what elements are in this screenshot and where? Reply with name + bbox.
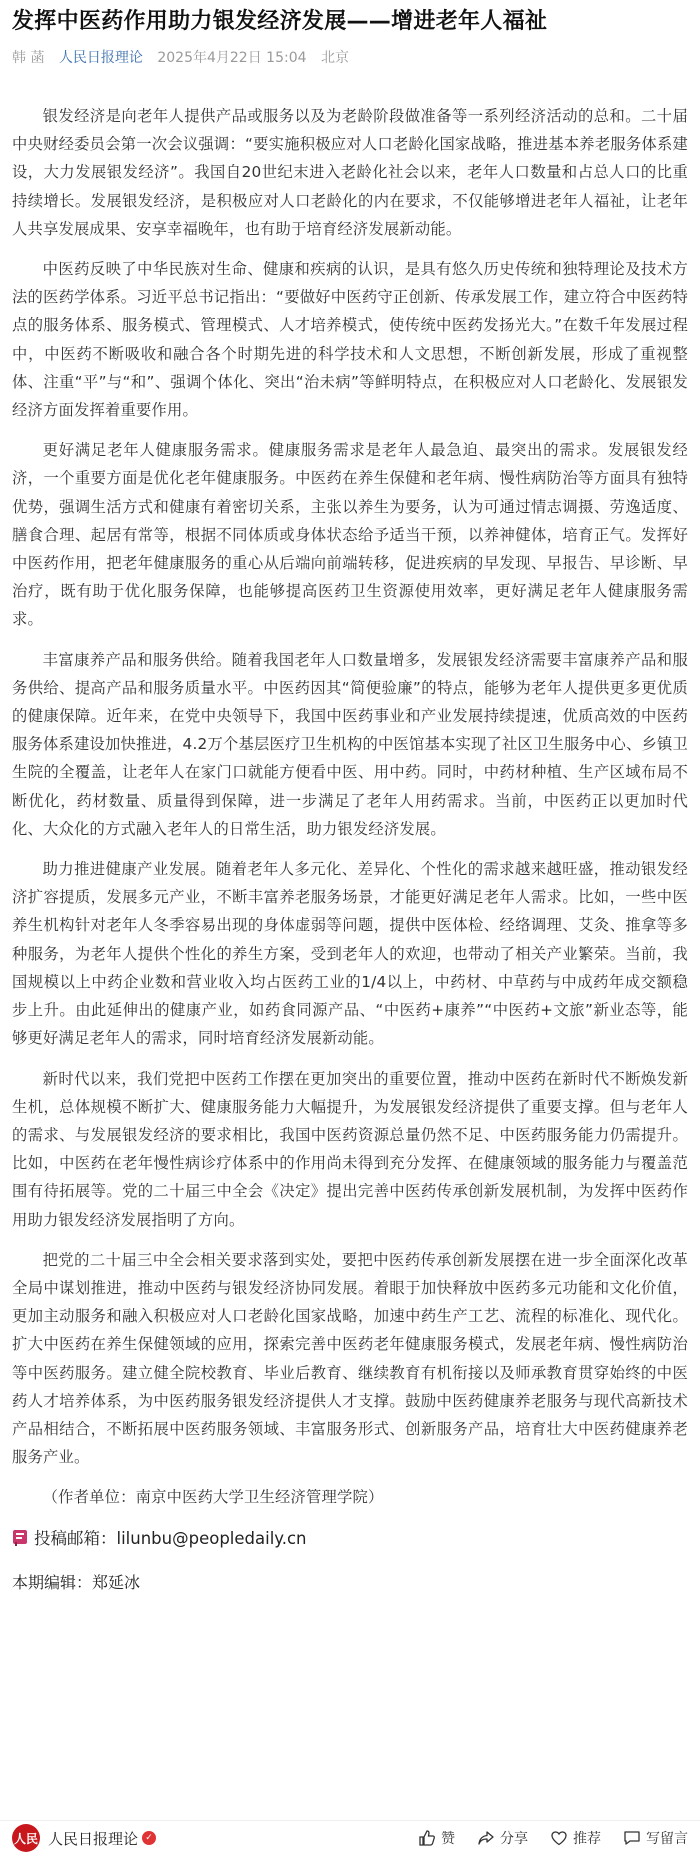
share-icon — [477, 1829, 495, 1847]
submission-email — [12, 1524, 688, 1550]
recommend-label: 推荐 — [573, 1831, 601, 1847]
author-name: 韩 菡 — [12, 50, 45, 66]
paragraph: 丰富康养产品和服务供给。随着我国老年人口数量增多，发展银发经济需要丰富康养产品和服务供给、提高产品和服务质量水平。中医药因其“简便验廉”的特点，能够为老年人提供更多更优质的健康保障。近年来，在党中央领导下，我国中医药事业和产业发展持续提速，优质高效的中医药服务体系建设加快推进，4.2万个基层医疗卫生机构的中医馆基本实现了社区卫生服务中心、乡镇卫生院的全覆盖，让老年人在家门口就能方便看中医、用中药。同时，中药材种植、生产区域布局不断优化，药材数量、质量得到保障，进一步满足了老年人用药需求。当前，中医药正以更加时代化、大众化的方式融入老年人的日常生活，助力银发经济发展。 — [12, 650, 688, 838]
thumbs-up-icon — [418, 1829, 436, 1847]
share-label: 分享 — [500, 1831, 528, 1847]
author-unit: （作者单位：南京中医药大学卫生经济管理学院） — [42, 1488, 384, 1507]
paragraph: 新时代以来，我们党把中医药工作摆在更加突出的重要位置，推动中医药在新时代不断焕发新生机，总体规模不断扩大、健康服务能力大幅提升，为发展银发经济提供了重要支撑。但与老年人的需求、与发展银发经济的要求相比，我国中医药资源总量仍然不足、中医药服务能力仍需提升。比如，中医药在老年慢性病诊疗体系中的作用尚未得到充分发挥、在健康领域的服务能力与覆盖范围有待拓展等。党的二十届三中全会《决定》提出完善中医药传承创新发展机制，为发挥中医药作用助力银发经济发展指明了方向。 — [12, 1069, 688, 1229]
publish-datetime: 2025年4月22日 15:04 — [157, 50, 307, 66]
account-avatar[interactable]: 人民 — [12, 1824, 40, 1852]
paragraph: 更好满足老年人健康服务需求。健康服务需求是老年人最急迫、最突出的需求。发展银发经济，一个重要方面是优化老年健康服务。中医药在养生保健和老年病、慢性病防治等方面具有独特优势，强调生活方式和健康有着密切关系，主张以养生为要务，认为可通过情志调摄、劳逸适度、膳食合理、起居有常等，根据不同体质或身体状态给予适当干预，以养神健体，培育正气。发挥好中医药作用，把老年健康服务的重心从后端向前端转移，促进疾病的早发现、早报告、早诊断、早治疗，既有助于优化服务保障，也能够提高医药卫生资源使用效率，更好满足老年人健康服务需求。 — [12, 441, 688, 629]
recommend-button[interactable] — [550, 1828, 601, 1848]
like-label: 赞 — [441, 1831, 455, 1847]
source-link[interactable]: 人民日报理论 — [58, 50, 143, 66]
heart-icon — [550, 1829, 568, 1847]
paragraph: 把党的二十届三中全会相关要求落到实处，要把中医药传承创新发展摆在进一步全面深化改革全局中谋划推进，推动中医药与银发经济协同发展。着眼于加快释放中医药多元功能和文化价值，更加主动服务和融入积极应对人口老龄化国家战略，加速中药生产工艺、流程的标准化、现代化。扩大中医药在养生保健领域的应用，探索完善中医药老年健康服务模式，发展老年病、慢性病防治等中医药服务。建立健全院校教育、毕业后教育、继续教育有机衔接以及师承教育贯穿始终的中医药人才培养体系，为中医药服务银发经济提供人才支撑。鼓励中医药健康养老服务与现代高新技术产品相结合，不断拓展中医药服务领域、丰富服务形式、创新服务产品，培育壮大中医药健康养老服务产业。 — [12, 1250, 688, 1467]
submission-email-text: 投稿邮箱：lilunbu@peopledaily.cn — [34, 1528, 307, 1548]
bottom-action-bar — [0, 1820, 700, 1855]
comment-label: 写留言 — [646, 1831, 688, 1847]
account-name-group[interactable] — [48, 1828, 156, 1849]
like-button[interactable] — [418, 1828, 455, 1848]
paragraph: 银发经济是向老年人提供产品或服务以及为老龄阶段做准备等一系列经济活动的总和。二十届中央财经委员会第一次会议强调：“要实施积极应对人口老龄化国家战略，推进基本养老服务体系建设，大力发展银发经济”。我国自20世纪末进入老龄化社会以来，老年人口数量和占总人口的比重持续增长。发展银发经济，是积极应对人口老龄化的内在要求，不仅能够增进老年人福祉，让老年人共享发展成果、安享幸福晚年，也有助于培育经济发展新动能。 — [12, 107, 688, 238]
article-meta — [12, 48, 688, 68]
mailbox-icon — [12, 1528, 28, 1546]
account-name: 人民日报理论 — [48, 1829, 139, 1848]
paragraph: 助力推进健康产业发展。随着老年人多元化、差异化、个性化的需求越来越旺盛，推动银发经济扩容提质，发展多元产业，不断丰富养老服务场景，才能更好满足老年人需求。比如，一些中医养生机构针对老年人冬季容易出现的身体虚弱等问题，提供中医体检、经络调理、艾灸、推拿等多种服务，为老年人提供个性化的养生方案，受到老年人的欢迎，也带动了相关产业繁荣。当前，我国规模以上中药企业数和营业收入均占医药工业的1/4以上，中药材、中草药与中成药年成交额稳步上升。由此延伸出的健康产业，如药食同源产品、“中医药+康养”“中医药+文旅”新业态等，能够更好满足老年人的需求，同时培育经济发展新动能。 — [12, 860, 688, 1048]
action-group — [396, 1828, 688, 1848]
article-body — [12, 102, 688, 1512]
share-button[interactable] — [477, 1828, 528, 1848]
publish-location: 北京 — [320, 50, 349, 66]
article-title: 发挥中医药作用助力银发经济发展——增进老年人福祉 — [12, 9, 548, 34]
comment-icon — [623, 1829, 641, 1847]
paragraph: 中医药反映了中华民族对生命、健康和疾病的认识，是具有悠久历史传统和独特理论及技术方法的医药学体系。习近平总书记指出：“要做好中医药守正创新、传承发展工作，建立符合中医药特点的服务体系、服务模式、管理模式、人才培养模式，使传统中医药发扬光大。”在数千年发展过程中，中医药不断吸收和融合各个时期先进的科学技术和人文思想，不断创新发展，形成了重视整体、注重“平”与“和”、强调个体化、突出“治未病”等鲜明特点，在积极应对人口老龄化、发展银发经济方面发挥着重要作用。 — [12, 260, 688, 420]
comment-button[interactable] — [623, 1828, 688, 1848]
verified-badge-icon: ✓ — [142, 1831, 156, 1845]
editor-credit: 本期编辑：郑延冰 — [12, 1572, 141, 1592]
